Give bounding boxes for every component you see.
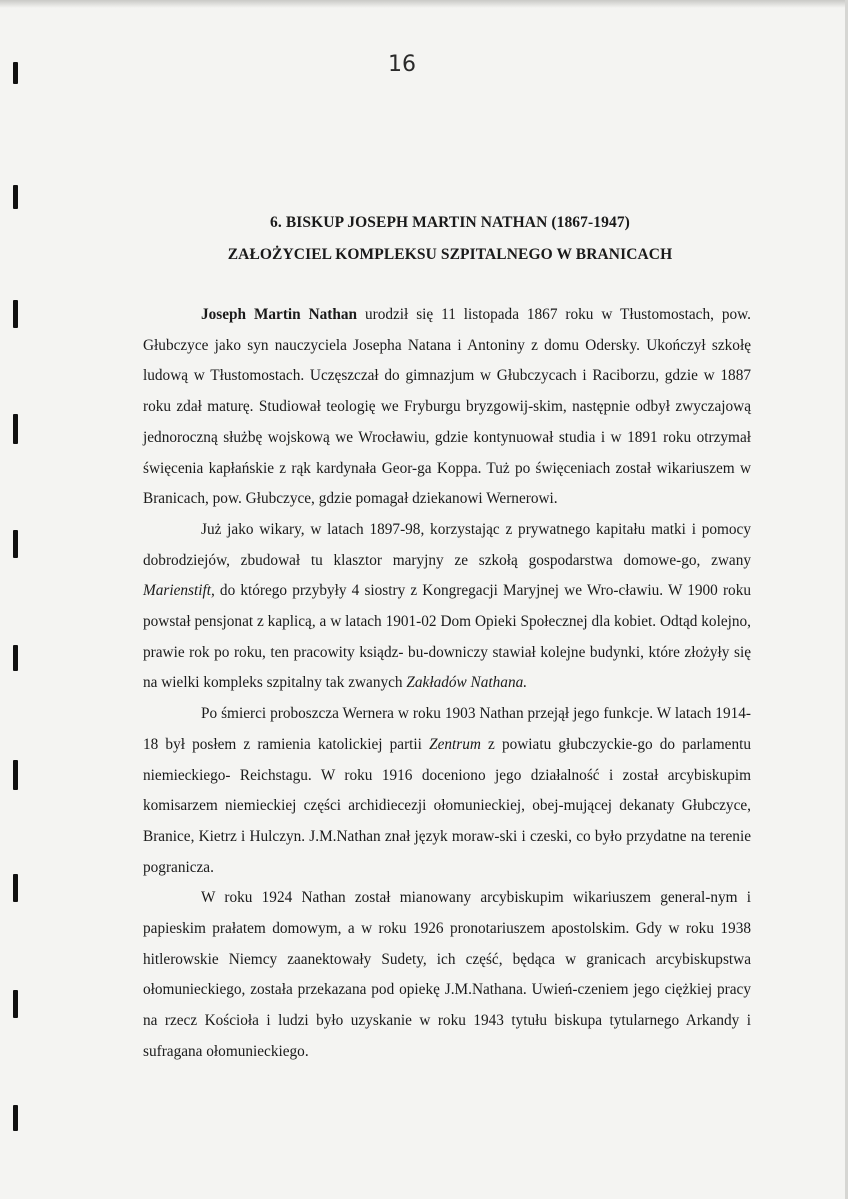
binder-hole-mark — [13, 530, 18, 558]
paragraph-4 — [143, 883, 751, 1067]
paragraph-text: Po śmierci proboszcza Wernera w roku 1903 Nathan przejął jego funkcje. W latach 1914-18 był posłem z ramienia katolickiej partii — [143, 705, 751, 753]
paragraph-text: W roku 1924 Nathan został mianowany arcybiskupim wikariuszem general-nym i papieskim prałatem domowym, a w roku 1926 pronotariuszem apostolskim. Gdy w roku 1938 hitlerowskie Niemcy zaanektowały Sudety, ich część, będąca w granicach arcybiskupstwa ołomunieckiego, została przekazana pod opiekę J.M.Nathana. Uwień-czeniem jego ciężkiej pracy na rzecz Kościoła i ludzi było uzyskanie w roku 1943 tytułu biskupa tytularnego Arkandy i sufragana ołomunieckiego. — [143, 889, 751, 1060]
chapter-subtitle: ZAŁOŻYCIEL KOMPLEKSU SZPITALNEGO W BRANICACH — [227, 246, 673, 263]
page-number: 16 — [388, 52, 416, 77]
person-name: Joseph Martin Nathan — [201, 306, 358, 323]
binder-hole-mark — [13, 185, 18, 209]
paragraph-1 — [143, 300, 751, 515]
paragraph-text: Już jako wikary, w latach 1897-98, korzystając z prywatnego kapitału matki i pomocy dobrodziejów, zbudował tu klasztor maryjny ze szkołą gospodarstwa domowe-go, zwany — [143, 520, 751, 569]
chapter-title: 6. BISKUP JOSEPH MARTIN NATHAN (1867-1947) — [270, 214, 630, 231]
paragraph-3 — [143, 699, 751, 883]
italic-term: Marienstift, — [143, 582, 215, 600]
scan-top-edge — [0, 0, 848, 8]
binder-hole-mark — [13, 414, 18, 444]
paragraph-text: z powiatu głubczyckie-go do parlamentu niemieckiego- Reichstagu. W roku 1916 doceniono jego działalność i został arcybiskupim komisarzem niemieckiej części archidiecezji ołomunieckiej, obej-mującej dekanaty Głubczyce, Branice, Kietrz i Hulczyn. J.M.Nathan znał język moraw-ski i czeski, co było przydatne na terenie pogranicza. — [143, 735, 751, 876]
binder-hole-mark — [13, 874, 18, 902]
binder-hole-mark — [13, 62, 18, 84]
binder-hole-mark — [13, 1105, 18, 1131]
binder-hole-mark — [13, 760, 18, 790]
binder-hole-mark — [13, 300, 18, 328]
binder-hole-mark — [13, 645, 18, 671]
paragraph-text: urodził się 11 listopada 1867 roku w Tłustomostach, pow. Głubczyce jako syn nauczyciela Josepha Natana i Antoniny z domu Odersky. Ukończył szkołę ludową w Tłustomostach. Uczęszczał do gimnazjum w Głubczycach i Raciborzu, gdzie w 1887 roku zdał maturę. Studiował teologię we Fryburgu bryzgowij-skim, następnie odbył zwyczajową jednoroczną służbę wojskową we Wrocławiu, gdzie kontynuował studia i w 1891 roku otrzymał święcenia kapłańskie z rąk kardynała Geor-ga Koppa. Tuż po święceniach został wikariuszem w Branicach, pow. Głubczyce, gdzie pomagał dziekanowi Wernerowi. — [143, 306, 751, 508]
binder-hole-mark — [13, 990, 18, 1018]
italic-term: Zentrum — [429, 735, 481, 753]
italic-term: Zakładów Nathana. — [406, 674, 528, 692]
paragraph-text: do którego przybyły 4 siostry z Kongregacji Maryjnej we Wro-cławiu. W 1900 roku powstał pensjonat z kaplicą, a w latach 1901-02 Dom Opieki Społecznej dla kobiet. Odtąd kolejno, prawie rok po roku, ten pracowity ksiądz- bu-downiczy stawiał kolejne budynki, które złożyły się na wielki kompleks szpitalny tak zwanych — [143, 582, 751, 692]
paragraph-2 — [143, 515, 751, 699]
body-text — [143, 300, 751, 1068]
